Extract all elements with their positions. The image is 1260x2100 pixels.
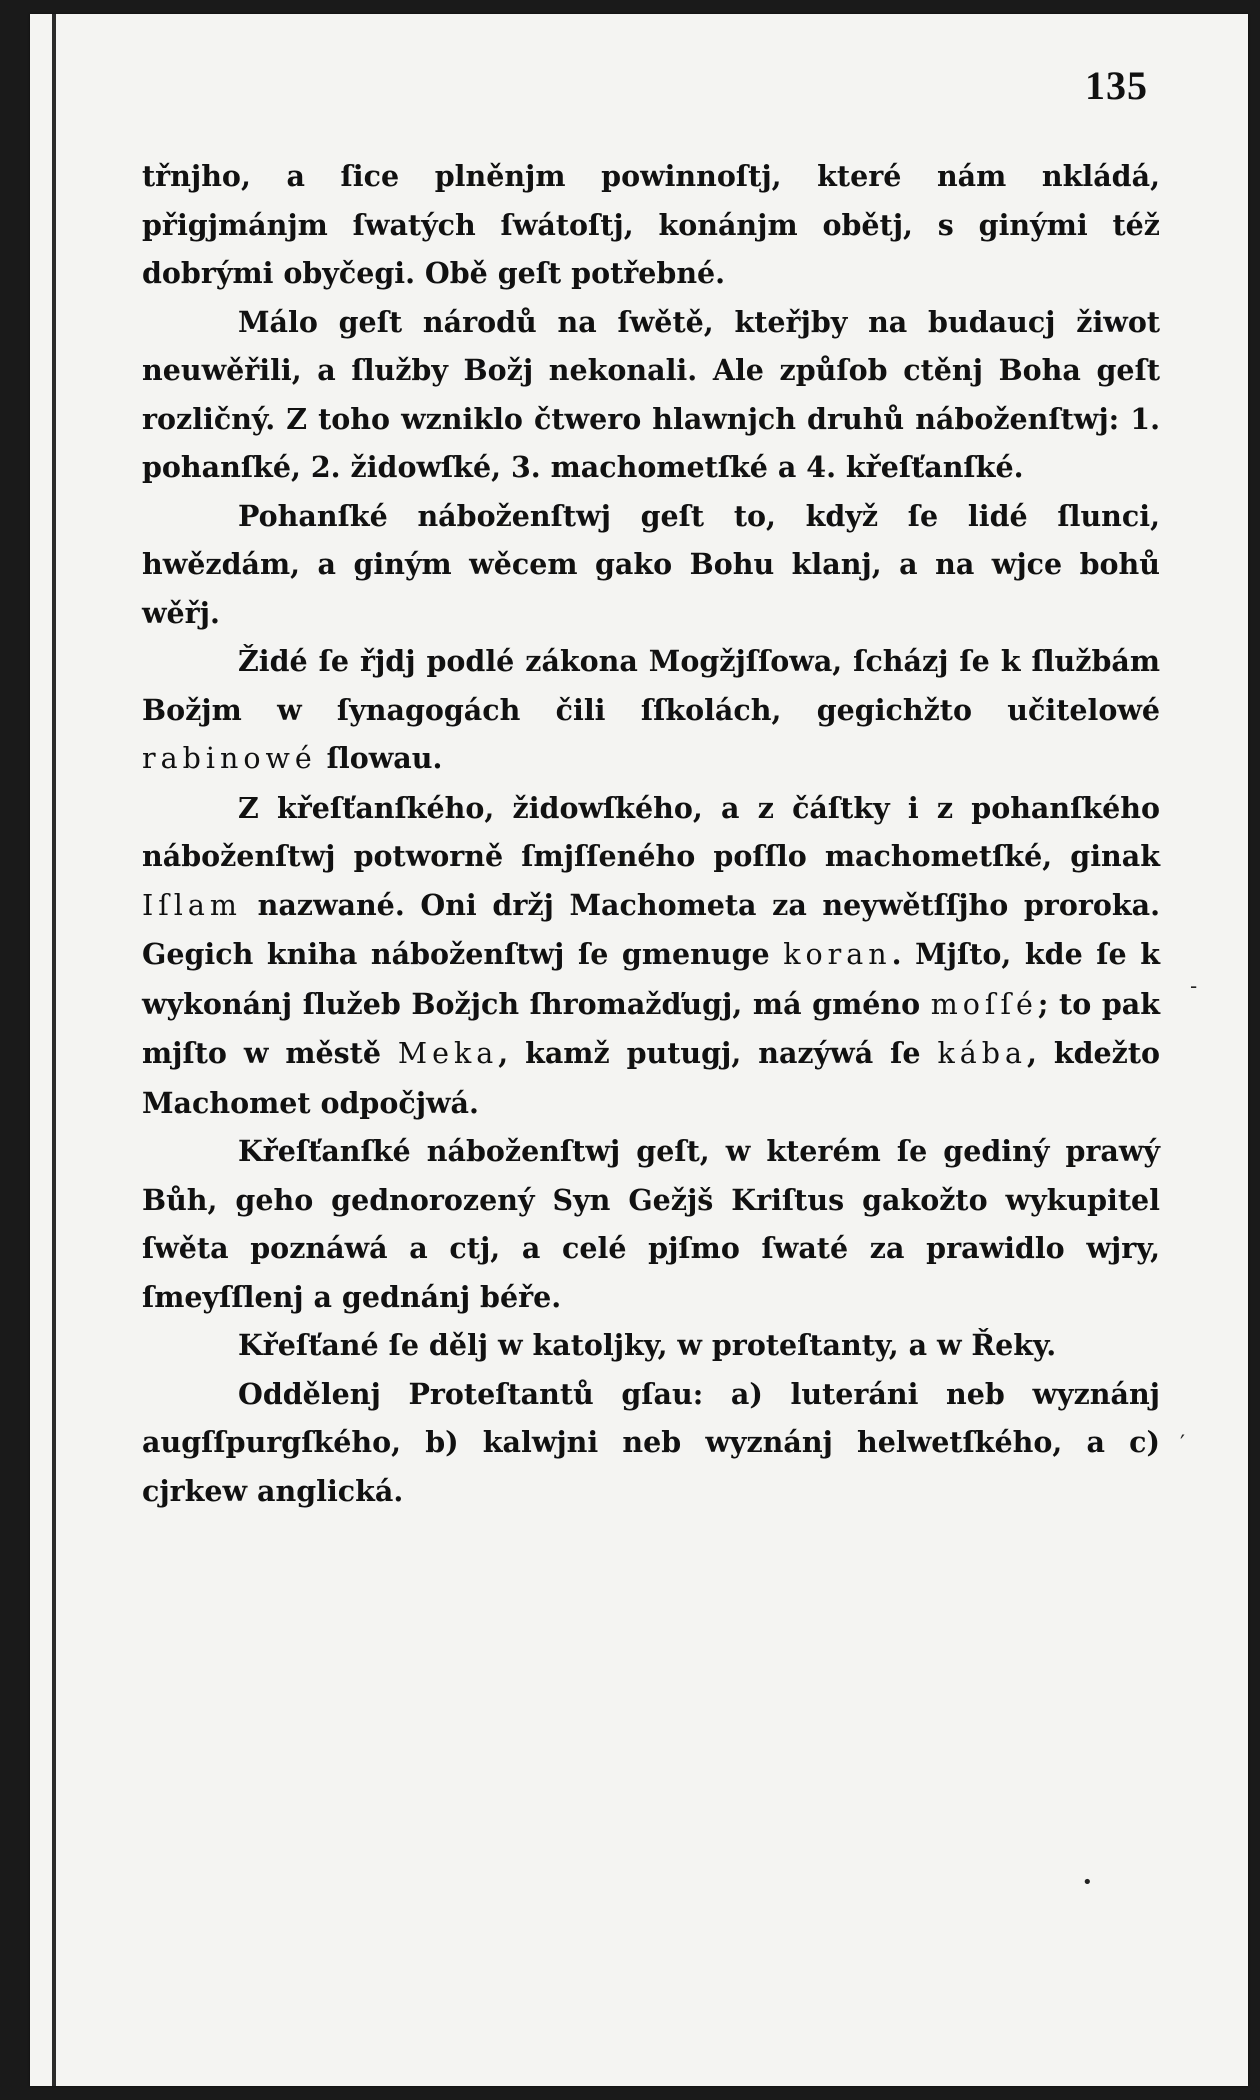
text-run: Křeſťanſké náboženſtwj geſt, w kterém ſe gediný prawý Bůh, geho gednorozený Syn Gežjš Kriſtus gakožto wykupitel ſwěta poznáwá a ctj, a celé pjſmo ſwaté za prawidlo wjry, ſmeyſſlenj a gednánj béře.	[142, 1134, 1160, 1314]
text-run: Křeſťané ſe dělj w katoljky, w proteſtanty, a w Řeky.	[238, 1328, 1057, 1362]
paragraph-p5	[142, 784, 1160, 1128]
paragraph-p4	[142, 637, 1160, 784]
body-text	[142, 152, 1160, 1515]
spaced-term: koran	[783, 938, 892, 971]
text-run: , kamž putugj, nazýwá ſe	[498, 1036, 938, 1070]
text-run: , kdežto Machomet odpočjwá.	[142, 1036, 1160, 1120]
text-run: ſlowau.	[316, 741, 443, 775]
paragraph-p3	[142, 492, 1160, 638]
text-run: Oddělenj Proteſtantů gſau: a) luteráni neb wyznánj augſſpurgſkého, b) kalwjni neb wyznánj helwetſkého, a c) cjrkew anglická.	[142, 1376, 1160, 1508]
stray-mark-3: •	[1082, 1872, 1093, 1893]
spaced-term: Iſlam	[142, 888, 242, 922]
stray-mark-1: -	[1190, 974, 1198, 998]
stray-mark-2: ′	[1180, 1432, 1185, 1457]
text-run: . Mjſto, kde ſe k wykonánj ſlužeb Božjch ſhromažďugj, má gméno	[142, 937, 1160, 1021]
paragraph-p7	[142, 1321, 1160, 1370]
binding-gutter-line	[52, 14, 56, 2086]
book-page	[30, 14, 1248, 2086]
paragraph-p6	[142, 1127, 1160, 1321]
paragraph-p2	[142, 298, 1160, 492]
text-run: ; to pak mjſto w městě	[142, 986, 1160, 1070]
text-run: Málo geſt národů na ſwětě, kteřjby na budaucj žiwot neuwěřili, a ſlužby Božj nekonali. Ale způſob ctěnj Boha geſt rozličný. Z toho wzniklo čtwero hlawnjch druhů náboženſtwj: 1. pohanſké, 2. židowſké, 3. machometſké a 4. křeſťanſké.	[142, 304, 1160, 484]
page-number: 135	[1085, 63, 1148, 108]
text-run: Židé ſe řjdj podlé zákona Mogžjſſowa, ſcházj ſe k ſlužbám Božjm w ſynagogách čili ſſkolách, gegichžto učitelowé	[142, 644, 1160, 727]
spaced-term: Meka	[397, 1037, 499, 1070]
text-run: Pohanſké náboženſtwj geſt to, když ſe lidé ſlunci, hwězdám, a giným wěcem gako Bohu klanj, a na wjce bohů wěřj.	[142, 498, 1160, 630]
text-run: třnjho, a ſice plněnjm powinnoſtj, které nám nkládá, přigjmánjm ſwatých ſwátoſtj, konánjm obětj, s ginými též dobrými obyčegi. Obě geſt potřebné.	[142, 159, 1160, 290]
paragraph-p1	[142, 152, 1160, 298]
text-run: nazwané. Oni držj Machometa za neywětſſjho proroka. Gegich kniha náboženſtwj ſe gmenuge	[142, 887, 1160, 971]
spaced-term: kába	[937, 1037, 1027, 1070]
paragraph-p8	[142, 1370, 1160, 1516]
spaced-term: rabinowé	[142, 742, 317, 775]
text-run: Z křeſťanſkého, židowſkého, a z čáſtky i z pohanſkého náboženſtwj potworně ſmjſſeného poſſlo machometſké, ginak	[142, 790, 1160, 873]
spaced-term: moſſé	[930, 987, 1038, 1021]
